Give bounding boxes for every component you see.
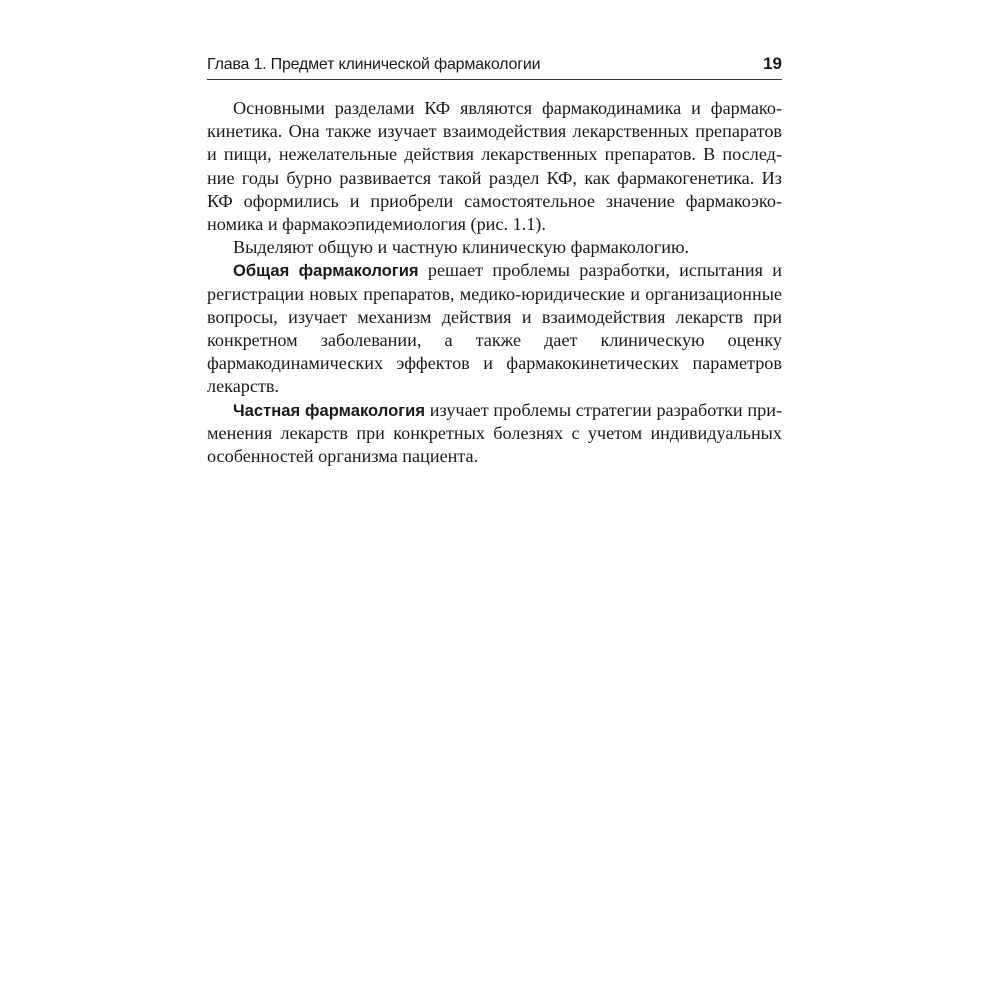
term-special-pharmacology: Частная фармакология (233, 400, 426, 420)
paragraph-sections (207, 97, 782, 236)
paragraph-text: Выделяют общую и частную клиническую фармакологию. (233, 237, 690, 258)
paragraph-special-pharmacology (207, 399, 782, 469)
page-number: 19 (763, 54, 782, 73)
body-text (207, 97, 782, 468)
paragraph-general-pharmacology (207, 259, 782, 398)
book-page (207, 54, 782, 468)
running-header (207, 54, 782, 80)
paragraph-text: Основными разделами КФ являются фармакодинамика и фармакокинетика. Она также изучает взаимодействия лекарственных препаратов и пищи, нежелательные действия лекарственных препаратов. В последние годы бурно развивается такой раздел КФ, как фармакогенетика. Из КФ оформились и приобрели самостоятельное значение фармакоэкономика и фармакоэпидемиология (рис. 1.1). (207, 98, 782, 235)
term-general-pharmacology: Общая фармакология (233, 261, 419, 281)
chapter-title: Глава 1. Предмет клинической фармакологии (207, 56, 541, 73)
paragraph-classification (207, 236, 782, 259)
paragraph-text: решает проблемы разработки, испытания и регистрации новых препаратов, медико-юридические и организационные вопросы, изучает механизм действия и взаимодействия лекарств при конкретном заболевании, а также дает клиническую оценку фармакодинамических эффектов и фармакокинетических параметров лекарств. (207, 260, 782, 397)
paragraph-text: изучает проблемы стратегии разработки применения лекарств при конкретных болезнях с учетом индивидуальных особенностей организма пациента. (207, 399, 782, 467)
